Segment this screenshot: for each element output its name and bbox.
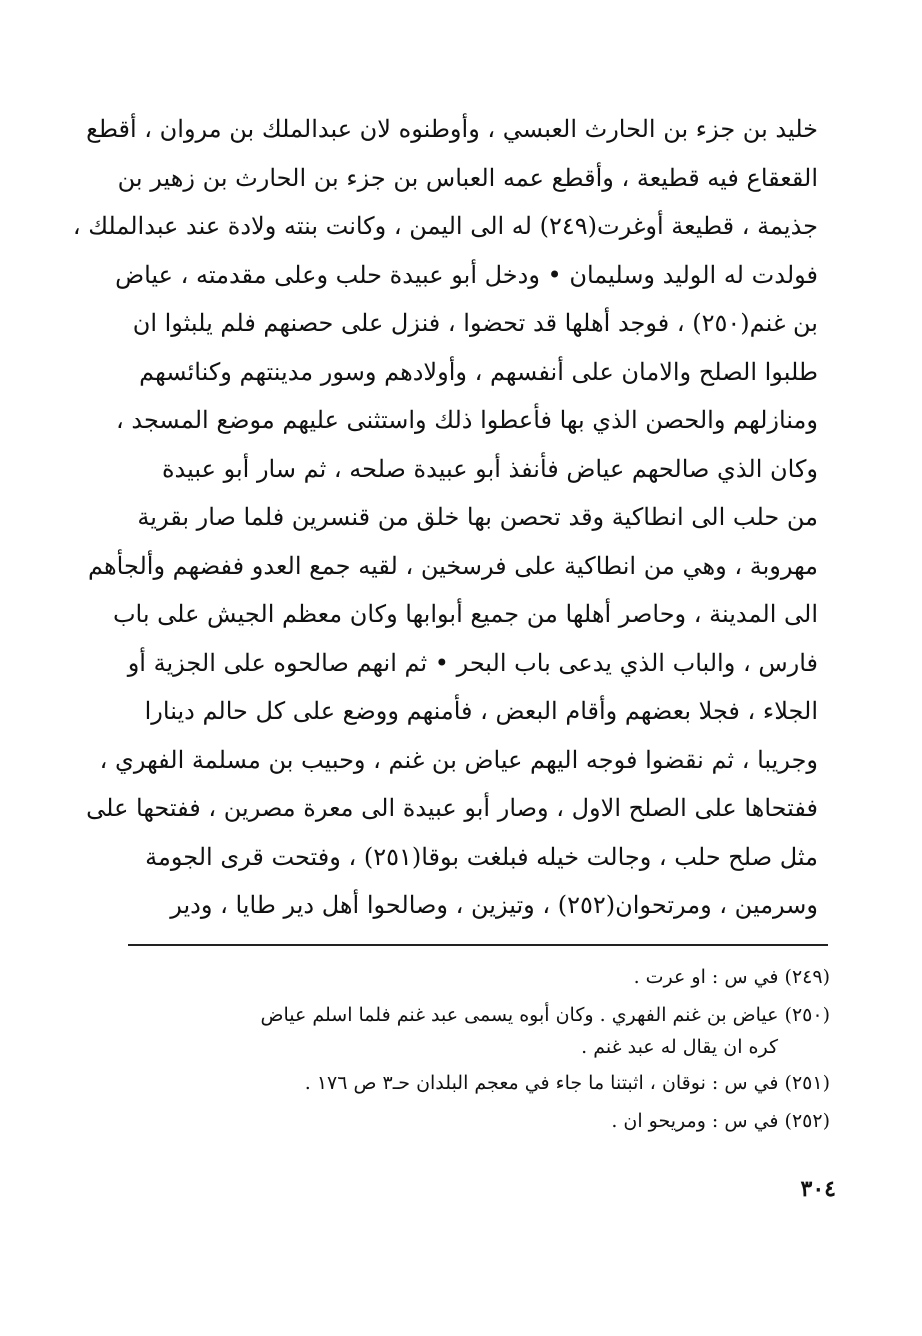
footnote-250-text: (٢٥٠) عياض بن غنم الفهري . وكان أبوه يسمى عبد غنم فلما اسلم عياض [260, 1004, 830, 1026]
text-line-16: مثل صلح حلب ، وجالت خيله فبلغت بوقا(٢٥١) ، وفتحت قرى الجومة [145, 842, 818, 871]
text-line-13: الجلاء ، فجلا بعضهم وأقام البعض ، فأمنهم ووضع على كل حالم دينارا [144, 697, 818, 725]
text-line-15: ففتحاها على الصلح الاول ، وصار أبو عبيدة الى معرة مصرين ، ففتحها على [86, 794, 818, 822]
footnote-249: (٢٤٩) في س : او عرت . [633, 966, 830, 988]
footnote-250-continuation: كره ان يقال له عبد غنم . [581, 1036, 778, 1058]
main-text [72, 105, 818, 930]
footnote-250 [128, 998, 830, 1062]
footnote-252: (٢٥٢) في س : ومريحو ان . [611, 1110, 830, 1132]
text-line-14: وجريبا ، ثم نقضوا فوجه اليهم عياض بن غنم ، وحبيب بن مسلمة الفهري ، [99, 745, 818, 774]
footnote-251: (٢٥١) في س : نوقان ، اثبتنا ما جاء في معجم البلدان حـ٣ ص ١٧٦ . [304, 1072, 830, 1094]
text-line-9: من حلب الى انطاكية وقد تحصن بها خلق من قنسرين فلما صار بقرية [137, 503, 818, 531]
footnotes [128, 960, 830, 1142]
text-line-10: مهروبة ، وهي من انطاكية على فرسخين ، لقيه جمع العدو ففضهم وألجأهم [88, 551, 818, 580]
text-line-11: الى المدينة ، وحاصر أهلها من جميع أبوابها وكان معظم الجيش على باب [112, 600, 818, 628]
text-line-2: القعقاع فيه قطيعة ، وأقطع عمه العباس بن جزء بن الحارث بن زهير بن [117, 163, 818, 192]
text-line-8: وكان الذي صالحهم عياض فأنفذ أبو عبيدة صلحه ، ثم سار أبو عبيدة [161, 454, 818, 483]
text-line-5: بن غنم(٢٥٠) ، فوجد أهلها قد تحضوا ، فنزل على حصنهم فلم يلبثوا ان [132, 309, 818, 337]
text-line-1: خليد بن جزء بن الحارث العبسي ، وأوطنوه لان عبدالملك بن مروان ، أقطع [86, 115, 818, 143]
text-line-7: ومنازلهم والحصن الذي بها فأعطوا ذلك واستثنى عليهم موضع المسجد ، [115, 406, 818, 434]
text-line-4: فولدت له الوليد وسليمان • ودخل أبو عبيدة حلب وعلى مقدمته ، عياض [115, 260, 818, 289]
text-line-6: طلبوا الصلح والامان على أنفسهم ، وأولادهم وسور مدينتهم وكنائسهم [139, 357, 818, 386]
text-line-3: جذيمة ، قطيعة أوغرت(٢٤٩) له الى اليمن ، وكانت بنته ولادة عند عبدالملك ، [72, 212, 818, 240]
footnote-divider [128, 944, 828, 946]
text-line-17: وسرمين ، ومرتحوان(٢٥٢) ، وتيزين ، وصالحوا أهل دير طايا ، ودير [170, 891, 818, 919]
text-line-12: فارس ، والباب الذي يدعى باب البحر • ثم انهم صالحوه على الجزية أو [127, 648, 818, 677]
page-number: ٣٠٤ [800, 1176, 836, 1202]
